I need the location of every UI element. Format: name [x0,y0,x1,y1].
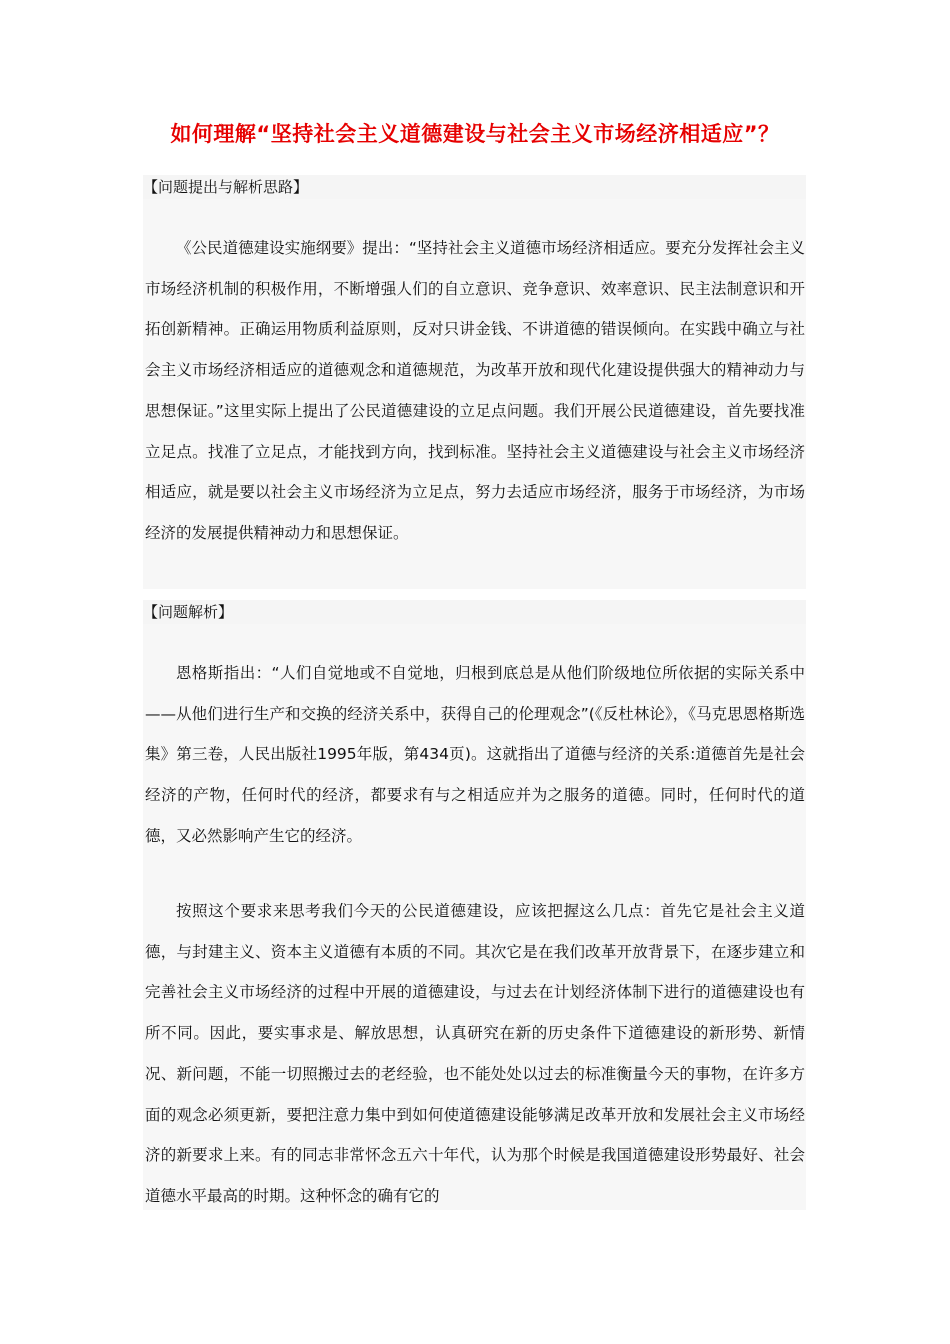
section-heading-2: 【问题解析】 [143,600,806,624]
section-2-paragraph-2: 按照这个要求来思考我们今天的公民道德建设，应该把握这么几点：首先它是社会主义道德，与封建主义、资本主义道德有本质的不同。其次它是在我们改革开放背景下，在逐步建立和完善社会主义市场经济的过程中开展的道德建设，与过去在计划经济体制下进行的道德建设也有所不同。因此，要实事求是、解放思想，认真研究在新的历史条件下道德建设的新形势、新情况、新问题，不能一切照搬过去的老经验，也不能处处以过去的标准衡量今天的事物，在许多方面的观念必须更新，要把注意力集中到如何使道德建设能够满足改革开放和发展社会主义市场经济的新要求上来。有的同志非常怀念五六十年代，认为那个时候是我国道德建设形势最好、社会道德水平最高的时期。这种怀念的确有它的 [145,902,805,1205]
section-heading-1: 【问题提出与解析思路】 [143,175,806,199]
section-2-paragraph-1: 恩格斯指出：“人们自觉地或不自觉地，归根到底总是从他们阶级地位所依据的实际关系中——从他们进行生产和交换的经济关系中，获得自己的伦理观念”(《反杜林论》，《马克思恩格斯选集》第三卷，人民出版社1995年版，第434页)。这就指出了道德与经济的关系:道德首先是社会经济的产物，任何时代的经济，都要求有与之相适应并为之服务的道德。同时，任何时代的道德，又必然影响产生它的经济。 [145,664,805,845]
section-1-paragraph-1: 《公民道德建设实施纲要》提出：“坚持社会主义道德市场经济相适应。要充分发挥社会主义市场经济机制的积极作用，不断增强人们的自立意识、竞争意识、效率意识、民主法制意识和开拓创新精神。正确运用物质利益原则，反对只讲金钱、不讲道德的错误倾向。在实践中确立与社会主义市场经济相适应的道德观念和道德规范，为改革开放和现代化建设提供强大的精神动力与思想保证。”这里实际上提出了公民道德建设的立足点问题。我们开展公民道德建设，首先要找准立足点。找准了立足点，才能找到方向，找到标准。坚持社会主义道德建设与社会主义市场经济相适应，就是要以社会主义市场经济为立足点，努力去适应市场经济，服务于市场经济，为市场经济的发展提供精神动力和思想保证。 [145,239,805,542]
document-title: 如何理解“坚持社会主义道德建设与社会主义市场经济相适应”？ [170,122,780,146]
